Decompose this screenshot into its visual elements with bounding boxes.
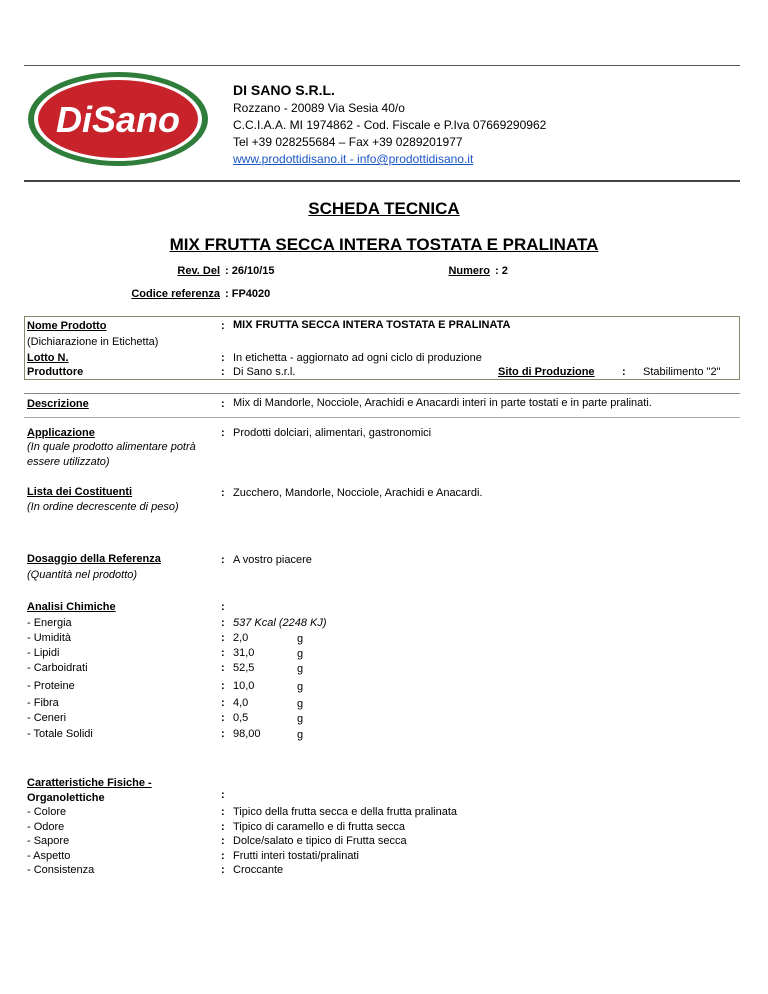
fisiche-label-2: Organolettiche [27,792,105,804]
numero-label: Numero [448,265,490,277]
company-web-link[interactable]: www.prodottidisano.it - info@prodottidisano.it [233,152,474,166]
analisi-row-value: 31,0 [233,647,255,659]
logo-text: DiSano [55,99,181,140]
analisi-row-name: - Carboidrati [27,662,88,674]
analisi-row-unit: g [297,663,304,675]
company-name: DI SANO S.R.L. [233,82,335,98]
descrizione-rule [24,393,740,394]
costituenti-label: Lista dei Costituenti [27,486,133,498]
nome-prodotto-value: MIX FRUTTA SECCA INTERA TOSTATA E PRALINATA [233,319,511,331]
applicazione-label: Applicazione [27,427,95,439]
dosaggio-value: A vostro piacere [233,554,312,566]
colon: : [221,789,225,801]
descrizione-label: Descrizione [27,398,89,410]
analisi-row-name: - Totale Solidi [27,728,93,740]
applicazione-value: Prodotti dolciari, alimentari, gastronomici [233,427,432,439]
analisi-row-unit: g [297,681,304,693]
applicazione-sub-1: (In quale prodotto alimentare potrà [27,441,196,453]
header-bottom-rule [24,180,740,182]
colon: : [221,712,225,724]
analisi-row-unit: g [297,698,304,710]
codice-value: : FP4020 [225,288,271,300]
analisi-row-value: 0,5 [233,712,249,724]
rev-label: Rev. Del [177,265,220,277]
applicazione-sub-2: essere utilizzato) [27,456,110,468]
analisi-row-unit: g [297,713,304,725]
colon: : [221,647,225,659]
colon: : [622,366,626,378]
colon: : [221,487,225,499]
analisi-label: Analisi Chimiche [27,601,116,613]
nome-prodotto-label: Nome Prodotto [27,320,107,332]
fisiche-label-1: Caratteristiche Fisiche - [27,777,152,789]
sito-label: Sito di Produzione [498,366,595,378]
colon: : [221,427,225,439]
fisiche-row-name: - Sapore [27,835,70,847]
numero-value: : 2 [495,265,508,277]
colon: : [221,398,225,410]
colon: : [221,554,225,566]
colon: : [221,728,225,740]
fisiche-row-value: Croccante [233,864,284,876]
colon: : [221,850,225,862]
produttore-label: Produttore [27,366,84,378]
rev-value: : 26/10/15 [225,265,275,277]
analisi-row-name: - Lipidi [27,647,60,659]
colon: : [221,632,225,644]
colon: : [221,697,225,709]
descrizione-bottom-rule [24,417,740,418]
codice-label: Codice referenza [131,288,220,300]
analisi-row-name: - Fibra [27,697,59,709]
fisiche-row-name: - Consistenza [27,864,95,876]
colon: : [221,835,225,847]
header-top-rule [24,65,740,66]
colon: : [221,864,225,876]
analisi-row-value: 10,0 [233,680,255,692]
colon: : [221,680,225,692]
analisi-row-unit: g [297,729,304,741]
colon: : [221,617,225,629]
colon: : [221,806,225,818]
lotto-value: In etichetta - aggiornato ad ogni ciclo di produzione [233,352,482,364]
sito-value: Stabilimento "2" [643,366,721,378]
disano-logo [26,70,210,168]
analisi-row-value: 52,5 [233,662,255,674]
colon: : [221,320,225,332]
fisiche-row-value: Tipico di caramello e di frutta secca [233,821,405,833]
descrizione-value: Mix di Mandorle, Nocciole, Arachidi e Anacardi interi in parte tostati e in parte pralinati. [233,397,652,409]
analisi-row-name: - Ceneri [27,712,67,724]
dosaggio-sub: (Quantità nel prodotto) [27,569,138,581]
analisi-row-value: 98,00 [233,728,261,740]
costituenti-sub: (In ordine decrescente di peso) [27,501,179,513]
fisiche-row-name: - Odore [27,821,65,833]
product-title: MIX FRUTTA SECCA INTERA TOSTATA E PRALINATA [169,235,599,254]
colon: : [221,821,225,833]
colon: : [221,662,225,674]
fisiche-row-value: Tipico della frutta secca e della frutta pralinata [233,806,457,818]
analisi-row-name: - Proteine [27,680,75,692]
analisi-row-unit: g [297,633,304,645]
dosaggio-label: Dosaggio della Referenza [27,553,161,565]
analisi-row-value: 2,0 [233,632,249,644]
costituenti-value: Zucchero, Mandorle, Nocciole, Arachidi e Anacardi. [233,487,483,499]
lotto-label: Lotto N. [27,352,69,364]
company-phone: Tel +39 028255684 – Fax +39 0289201977 [233,135,463,149]
analisi-row-value: 537 Kcal (2248 KJ) [233,617,327,629]
fisiche-row-value: Dolce/salato e tipico di Frutta secca [233,835,407,847]
colon: : [221,366,225,378]
fisiche-row-name: - Aspetto [27,850,71,862]
company-registry: C.C.I.A.A. MI 1974862 - Cod. Fiscale e P.Iva 07669290962 [233,118,547,132]
page-title: SCHEDA TECNICA [308,199,460,218]
colon: : [221,352,225,364]
company-address: Rozzano - 20089 Via Sesia 40/o [233,101,405,115]
analisi-row-value: 4,0 [233,697,249,709]
fisiche-row-value: Frutti interi tostati/pralinati [233,850,359,862]
nome-prodotto-sub: (Dichiarazione in Etichetta) [27,336,159,348]
fisiche-row-name: - Colore [27,806,67,818]
analisi-row-unit: g [297,648,304,660]
produttore-value: Di Sano s.r.l. [233,366,296,378]
colon: : [221,601,225,613]
analisi-row-name: - Energia [27,617,72,629]
analisi-row-name: - Umidità [27,632,72,644]
